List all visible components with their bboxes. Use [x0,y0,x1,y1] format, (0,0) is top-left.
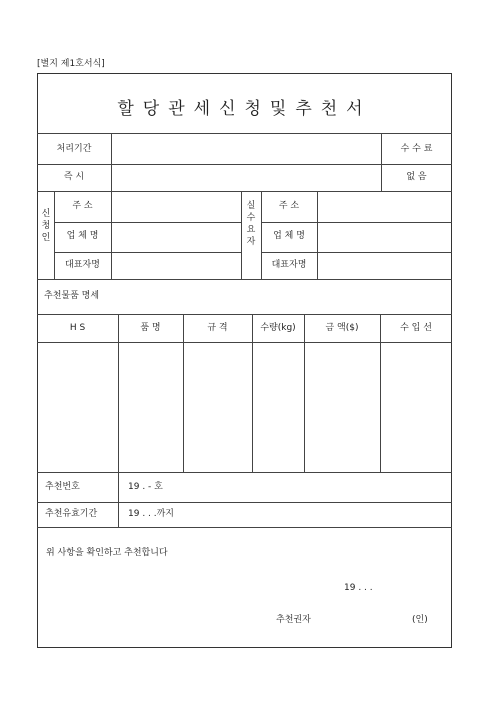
items-table-body[interactable] [39,344,450,470]
processing-period-label: 처리기간 [56,144,92,154]
fee-value: 없 음 [406,172,427,182]
applicant-label: 신청인 [41,209,51,243]
form-label: [별지 제1호서식] [37,59,105,69]
items-section-title: 추천물품 명세 [44,291,100,301]
importer-representative-field[interactable] [319,254,450,277]
importer-company-field[interactable] [319,224,450,250]
confirm-text: 위 사항을 확인하고 추천합니다 [46,548,168,558]
applicant-company-field[interactable] [113,224,239,250]
rec-number-label: 추천번호 [45,482,80,492]
applicant-representative-label: 대표자명 [65,260,100,270]
importer-representative-label: 대표자명 [271,260,307,270]
applicant-address-field[interactable] [113,193,239,220]
column-hs: H S [69,323,86,333]
column-spec: 규 격 [207,323,228,333]
validity-value[interactable]: 19 . . .까지 [128,509,175,519]
page-title: 할당관세신청및추천서 [117,99,372,119]
importer-address-field[interactable] [319,193,450,220]
column-origin: 수 입 선 [400,323,432,333]
column-quantity: 수량(kg) [260,323,296,333]
column-item-name: 품 명 [140,323,161,333]
processing-notes-field[interactable] [113,136,378,188]
fee-label: 수 수 료 [400,144,433,154]
importer-company-label: 업 체 명 [273,231,305,241]
validity-label: 추천유효기간 [45,509,98,519]
applicant-company-label: 업 체 명 [66,231,99,241]
recommender-label: 추천권자 [276,615,311,625]
importer-address-label: 주 소 [278,201,300,211]
rec-number-value[interactable]: 19 . - 호 [128,482,163,492]
seal-mark: (인) [412,615,428,625]
processing-period-value: 즉 시 [63,172,85,182]
importer-label: 실수요자 [246,201,256,247]
applicant-representative-field[interactable] [113,254,239,277]
applicant-address-label: 주 소 [72,201,93,211]
column-amount: 금 액($) [325,323,359,333]
date-line[interactable]: 19 . . . [344,583,373,593]
